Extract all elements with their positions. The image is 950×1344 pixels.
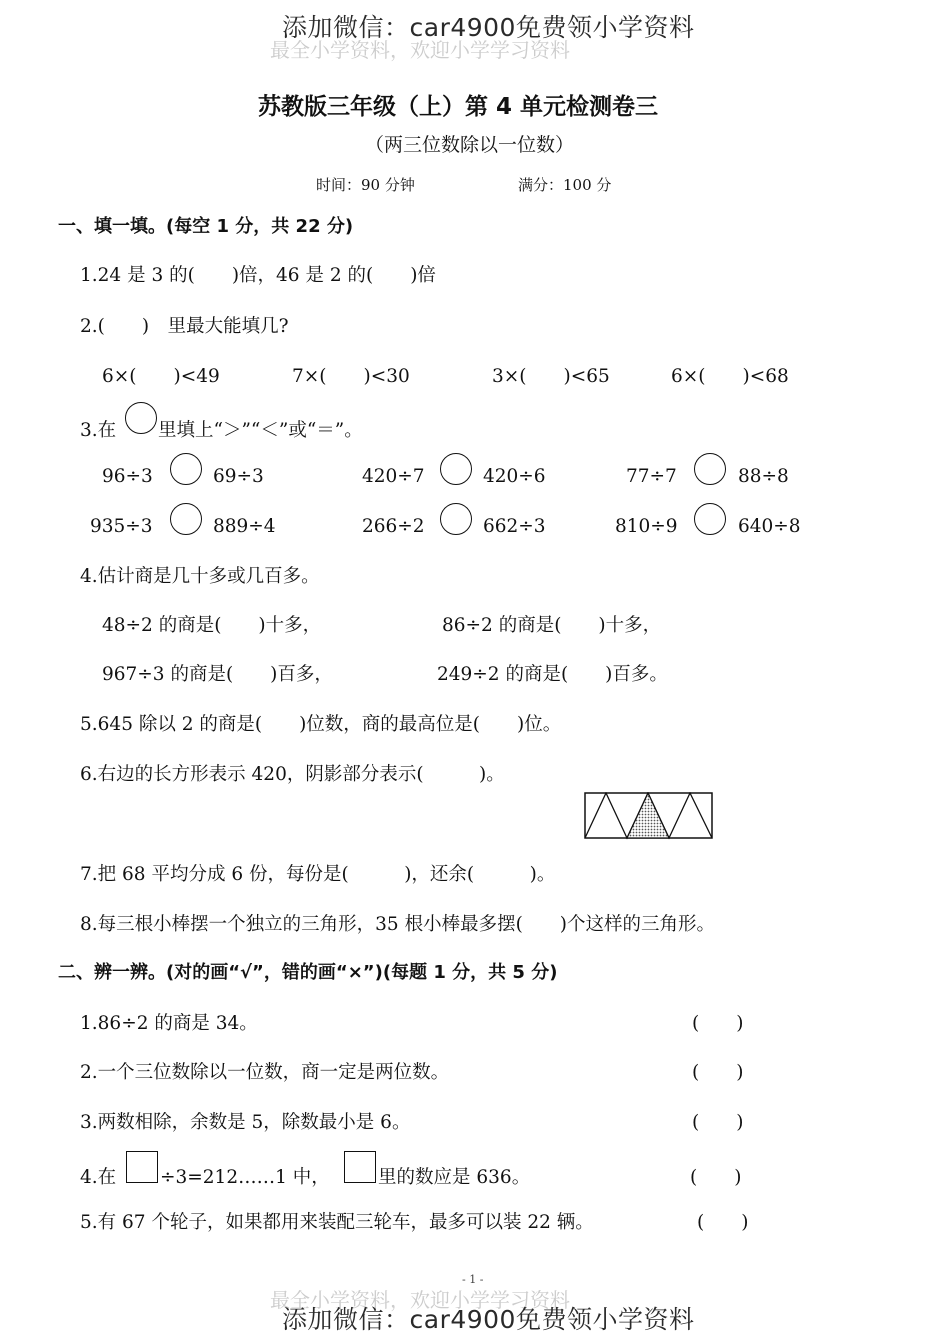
question-1: 1.24 是 3 的( )倍，46 是 2 的( )倍 <box>80 265 436 286</box>
rectangle-triangles-figure <box>584 792 714 840</box>
question-7: 7.把 68 平均分成 6 份，每份是( )，还余( )。 <box>80 864 556 885</box>
page-title: 苏教版三年级（上）第 4 单元检测卷三 <box>258 94 659 120</box>
section2-heading: 二、辨一辨。(对的画“√”，错的画“×”)(每题 1 分，共 5 分) <box>58 962 558 983</box>
page-subtitle: （两三位数除以一位数） <box>365 134 575 156</box>
answer-paren-1: ( ) <box>692 1013 744 1034</box>
answer-paren-2: ( ) <box>692 1062 744 1083</box>
compare-circle-icon <box>170 503 202 535</box>
question-3-text: 里填上“＞”“＜”或“＝”。 <box>158 420 363 441</box>
q3-r2-left-2: 266÷2 <box>362 516 425 537</box>
compare-circle-icon <box>694 503 726 535</box>
watermark-top: 添加微信：car4900免费领小学资料 <box>282 13 695 42</box>
question-5: 5.645 除以 2 的商是( )位数，商的最高位是( )位。 <box>80 714 562 735</box>
compare-circle-icon <box>694 453 726 485</box>
q3-r1-right-2: 420÷6 <box>483 466 546 487</box>
q4-item-3: 967÷3 的商是( )百多， <box>102 664 333 685</box>
judge-item-1: 1.86÷2 的商是 34。 <box>80 1013 258 1034</box>
time-label: 时间：90 分钟 <box>316 176 415 194</box>
judge-item-4-prefix: 4.在 <box>80 1167 117 1188</box>
judge-item-2: 2.一个三位数除以一位数，商一定是两位数。 <box>80 1062 450 1083</box>
question-3-prefix: 3.在 <box>80 420 117 441</box>
q3-r2-right-2: 662÷3 <box>483 516 546 537</box>
judge-item-3: 3.两数相除，余数是 5，除数最小是 6。 <box>80 1112 411 1133</box>
watermark-bottom: 添加微信：car4900免费领小学资料 <box>282 1305 695 1334</box>
judge-item-4-middle: ÷3=212……1 中， <box>160 1167 330 1188</box>
q3-r2-left-1: 935÷3 <box>90 516 153 537</box>
blank-box-icon <box>344 1151 376 1183</box>
compare-circle-icon <box>125 402 157 434</box>
compare-circle-icon <box>170 453 202 485</box>
q2-item-4: 6×( )<68 <box>671 366 789 387</box>
question-4: 4.估计商是几十多或几百多。 <box>80 566 320 587</box>
compare-circle-icon <box>440 453 472 485</box>
q3-r2-right-3: 640÷8 <box>738 516 801 537</box>
q3-r1-left-1: 96÷3 <box>102 466 153 487</box>
q4-item-1: 48÷2 的商是( )十多， <box>102 615 322 636</box>
blank-box-icon <box>126 1151 158 1183</box>
judge-item-5: 5.有 67 个轮子，如果都用来装配三轮车，最多可以装 22 辆。 <box>80 1212 594 1233</box>
answer-paren-3: ( ) <box>692 1112 744 1133</box>
compare-circle-icon <box>440 503 472 535</box>
q3-r1-left-3: 77÷7 <box>626 466 677 487</box>
q4-item-2: 86÷2 的商是( )十多， <box>442 615 662 636</box>
q4-item-4: 249÷2 的商是( )百多。 <box>437 664 668 685</box>
q3-r1-right-3: 88÷8 <box>738 466 789 487</box>
question-8: 8.每三根小棒摆一个独立的三角形，35 根小棒最多摆( )个这样的三角形。 <box>80 914 716 935</box>
answer-paren-4: ( ) <box>690 1167 742 1188</box>
q3-r2-right-1: 889÷4 <box>213 516 276 537</box>
page-number: - 1 - <box>462 1273 484 1286</box>
answer-paren-5: ( ) <box>697 1212 749 1233</box>
question-6: 6.右边的长方形表示 420，阴影部分表示( )。 <box>80 764 505 785</box>
q3-r2-left-3: 810÷9 <box>615 516 678 537</box>
q3-r1-right-1: 69÷3 <box>213 466 264 487</box>
q2-item-3: 3×( )<65 <box>492 366 610 387</box>
judge-item-4-suffix: 里的数应是 636。 <box>378 1167 531 1188</box>
q2-item-1: 6×( )<49 <box>102 366 220 387</box>
q3-r1-left-2: 420÷7 <box>362 466 425 487</box>
section1-heading: 一、填一填。(每空 1 分，共 22 分) <box>58 216 354 237</box>
ghost-header-text: 最全小学资料，欢迎小学学习资料 <box>270 38 570 62</box>
score-label: 满分：100 分 <box>518 176 612 194</box>
question-2: 2.( ) 里最大能填几? <box>80 316 289 337</box>
q2-item-2: 7×( )<30 <box>292 366 410 387</box>
ghost-footer-text: 最全小学资料，欢迎小学学习资料 <box>270 1288 570 1312</box>
